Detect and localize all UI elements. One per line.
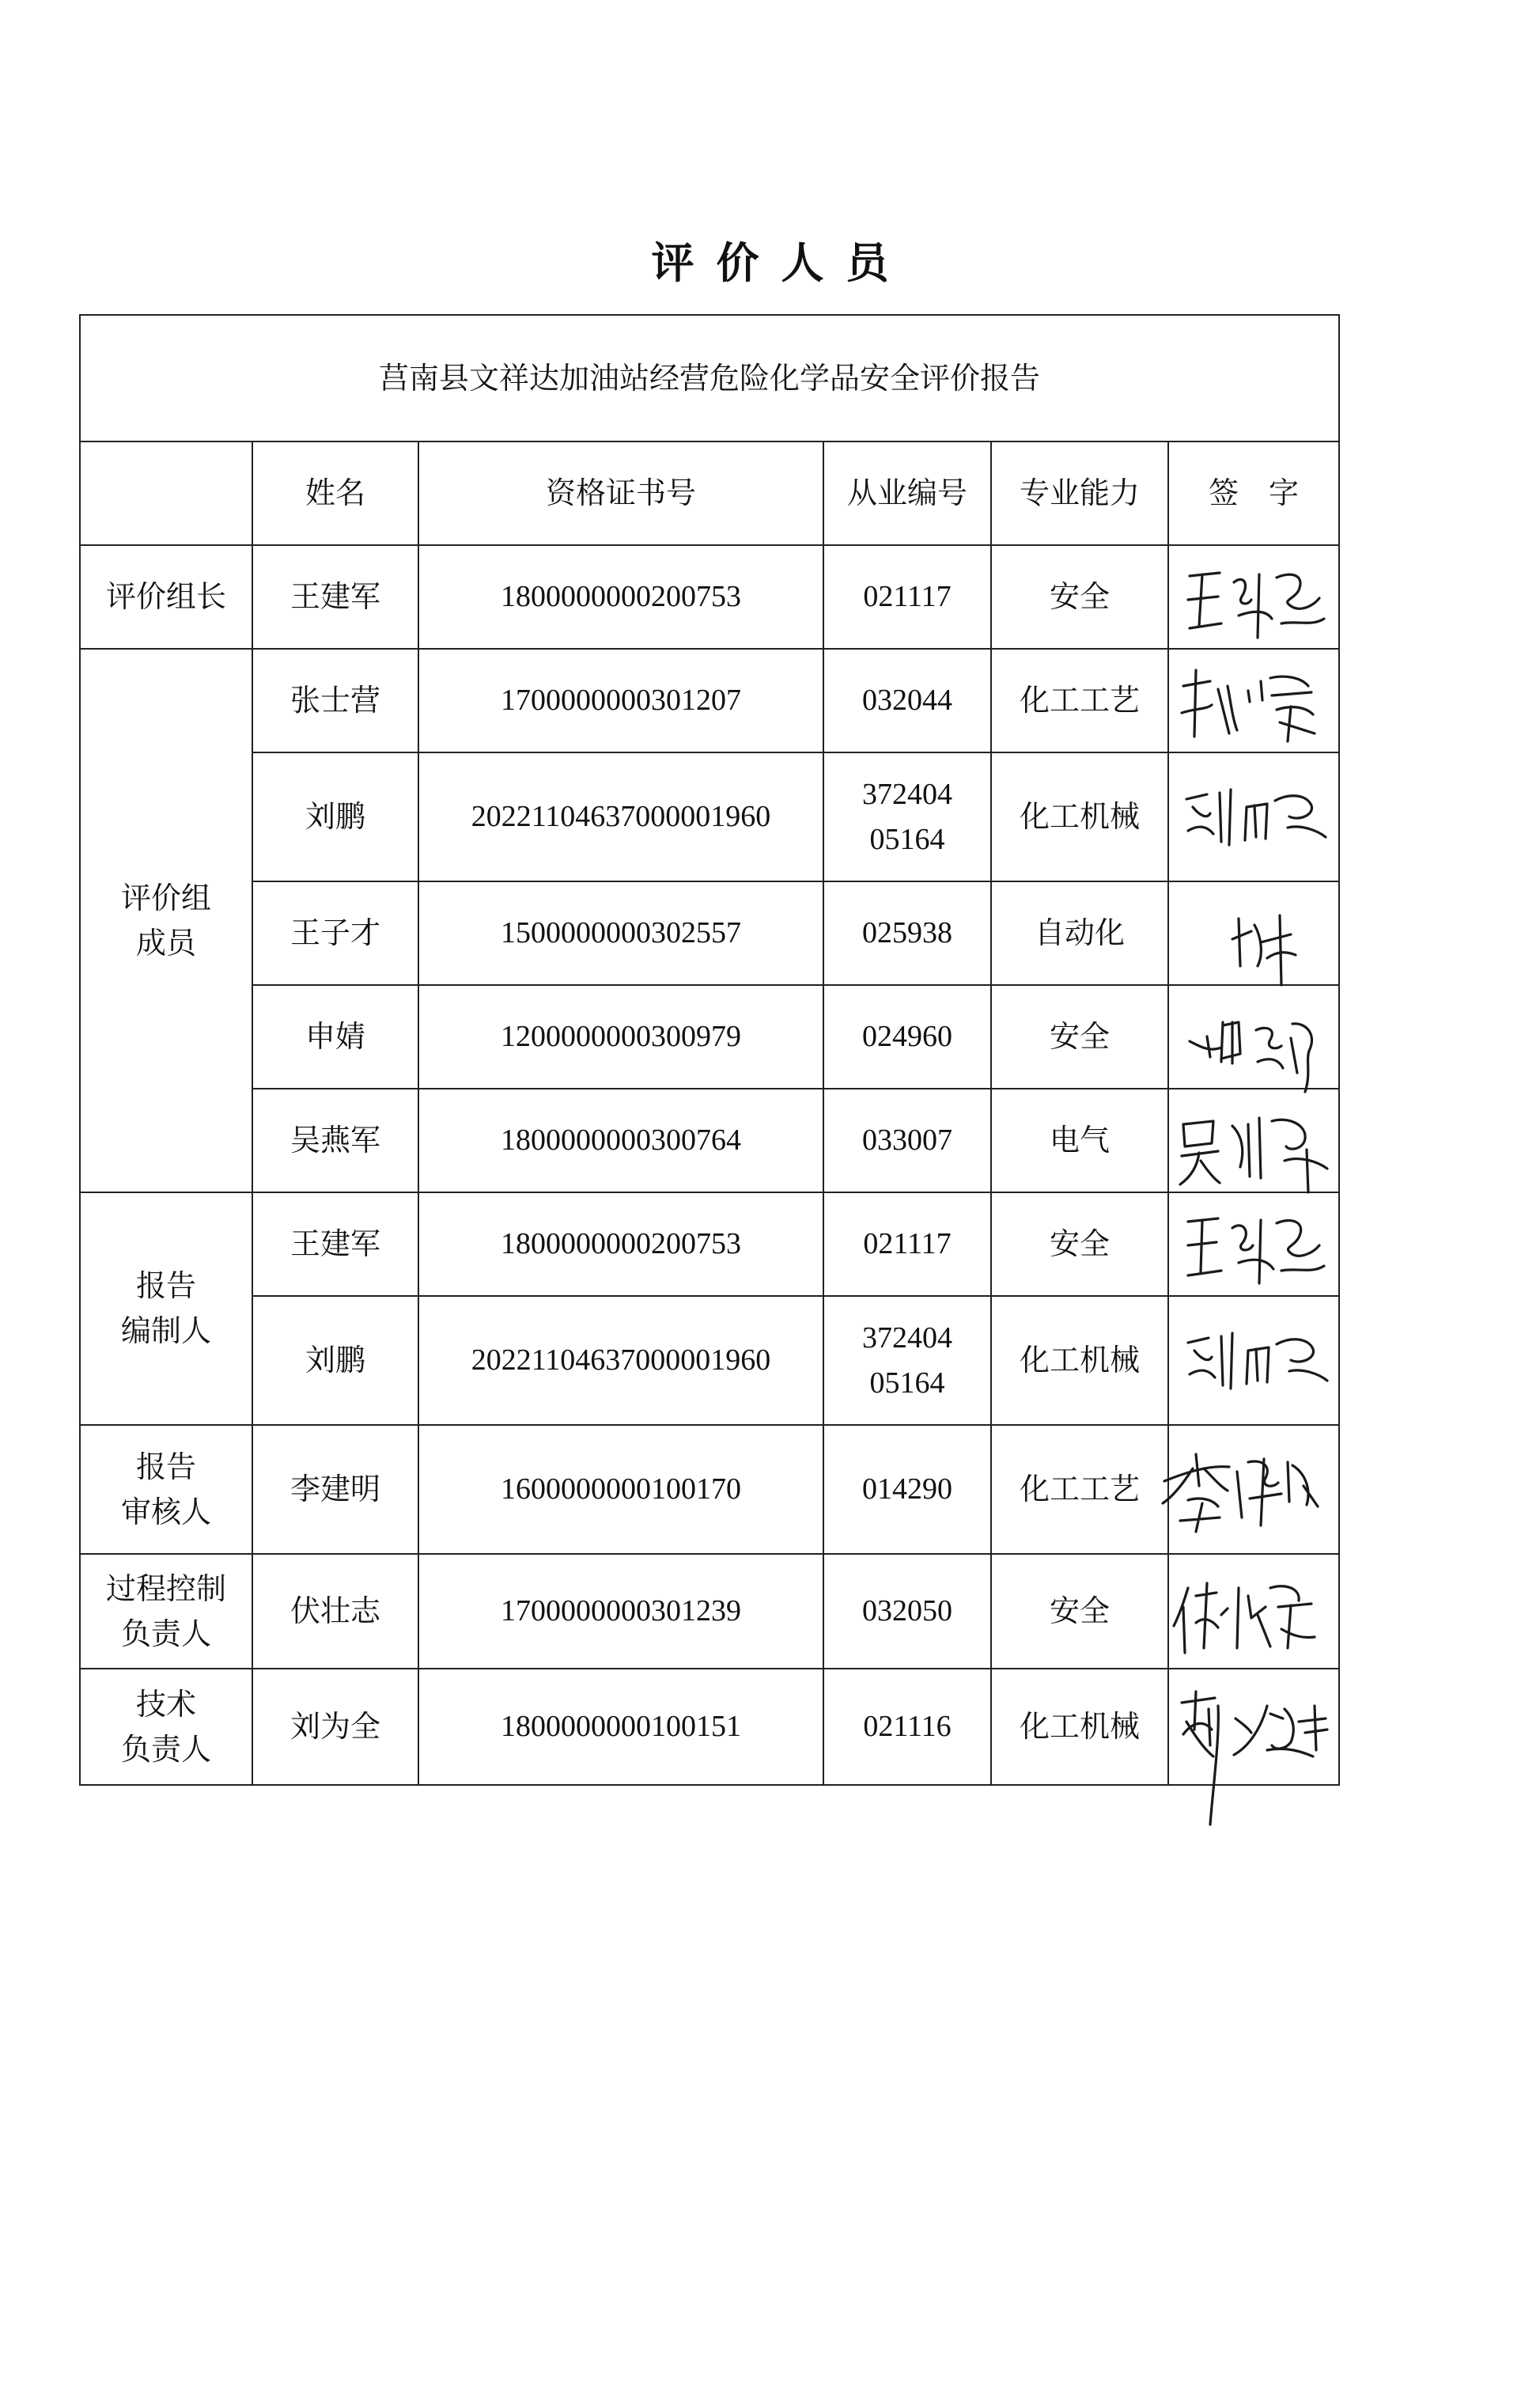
cell-practice: 032050 bbox=[823, 1554, 991, 1669]
role-compiler-line1: 报告 bbox=[135, 1268, 196, 1303]
cell-cert: 1700000000301207 bbox=[418, 649, 823, 752]
table-row bbox=[80, 1425, 1339, 1554]
handwritten-signature-icon bbox=[1172, 758, 1338, 869]
cell-practice-line1: 372404 bbox=[862, 777, 952, 811]
role-members-line1: 评价组 bbox=[120, 880, 211, 915]
cell-specialty: 自动化 bbox=[991, 881, 1168, 985]
page-title-char: 员 bbox=[846, 237, 889, 288]
signature-cell bbox=[1168, 1296, 1339, 1425]
page-title-char: 人 bbox=[781, 237, 824, 288]
cell-practice bbox=[823, 752, 991, 881]
cell-name: 吴燕军 bbox=[252, 1089, 418, 1192]
cell-specialty: 安全 bbox=[991, 1554, 1168, 1669]
cell-name: 伏壮志 bbox=[252, 1554, 418, 1669]
role-leader: 评价组长 bbox=[80, 545, 252, 649]
cell-specialty: 化工机械 bbox=[991, 1669, 1168, 1785]
cell-practice-line2: 05164 bbox=[869, 822, 945, 856]
cell-specialty: 化工机械 bbox=[991, 1296, 1168, 1425]
cell-practice: 021116 bbox=[823, 1669, 991, 1785]
cell-cert: 20221104637000001960 bbox=[418, 752, 823, 881]
header-practice-no: 从业编号 bbox=[823, 441, 991, 545]
cell-practice: 014290 bbox=[823, 1425, 991, 1554]
cell-practice: 021117 bbox=[823, 1192, 991, 1296]
cell-cert: 20221104637000001960 bbox=[418, 1296, 823, 1425]
handwritten-signature-icon bbox=[1172, 887, 1338, 990]
role-process-line1: 过程控制 bbox=[105, 1571, 226, 1606]
page-title-char: 价 bbox=[716, 237, 759, 288]
cell-cert: 1800000000200753 bbox=[418, 1192, 823, 1296]
cell-name: 申婧 bbox=[252, 985, 418, 1089]
cell-cert: 1800000000100151 bbox=[418, 1669, 823, 1785]
header-name: 姓名 bbox=[252, 441, 418, 545]
table-row bbox=[80, 1554, 1339, 1669]
cell-cert: 1700000000301239 bbox=[418, 1554, 823, 1669]
cell-practice: 032044 bbox=[823, 649, 991, 752]
header-specialty: 专业能力 bbox=[991, 441, 1168, 545]
cell-practice-line2: 05164 bbox=[869, 1366, 945, 1400]
cell-practice: 024960 bbox=[823, 985, 991, 1089]
role-reviewer-line2: 审核人 bbox=[120, 1494, 211, 1529]
cell-practice: 021117 bbox=[823, 545, 991, 649]
evaluators-table bbox=[79, 314, 1340, 1786]
cell-name: 刘鹏 bbox=[252, 752, 418, 881]
table-row bbox=[80, 545, 1339, 649]
page-title-char: 评 bbox=[651, 237, 694, 288]
handwritten-signature-icon bbox=[1172, 1430, 1338, 1541]
cell-specialty: 电气 bbox=[991, 1089, 1168, 1192]
page-title bbox=[0, 229, 1540, 290]
header-role bbox=[80, 441, 252, 545]
cell-name: 王建军 bbox=[252, 545, 418, 649]
signature-cell bbox=[1168, 545, 1339, 649]
cell-name: 李建明 bbox=[252, 1425, 418, 1554]
cell-cert: 1500000000302557 bbox=[418, 881, 823, 985]
signature-cell bbox=[1168, 649, 1339, 752]
role-technical bbox=[80, 1669, 252, 1785]
cell-name: 刘为全 bbox=[252, 1669, 418, 1785]
cell-specialty: 安全 bbox=[991, 1192, 1168, 1296]
cell-specialty: 安全 bbox=[991, 985, 1168, 1089]
table-row bbox=[80, 1296, 1339, 1425]
table-row bbox=[80, 1192, 1339, 1296]
cell-name: 王子才 bbox=[252, 881, 418, 985]
cell-specialty: 化工工艺 bbox=[991, 649, 1168, 752]
cell-specialty: 安全 bbox=[991, 545, 1168, 649]
role-reviewer-line1: 报告 bbox=[135, 1449, 196, 1484]
role-members-line2: 成员 bbox=[135, 925, 196, 961]
role-reviewer bbox=[80, 1425, 252, 1554]
header-cert-no: 资格证书号 bbox=[418, 441, 823, 545]
handwritten-signature-icon bbox=[1172, 551, 1338, 646]
cell-cert: 1200000000300979 bbox=[418, 985, 823, 1089]
table-row bbox=[80, 985, 1339, 1089]
handwritten-signature-icon bbox=[1172, 1674, 1346, 1832]
handwritten-signature-icon bbox=[1172, 991, 1338, 1101]
cell-practice bbox=[823, 1296, 991, 1425]
cell-practice-line1: 372404 bbox=[862, 1321, 952, 1355]
signature-cell bbox=[1168, 752, 1339, 881]
cell-cert: 1800000000200753 bbox=[418, 545, 823, 649]
table-row bbox=[80, 752, 1339, 881]
cell-cert: 1600000000100170 bbox=[418, 1425, 823, 1554]
cell-name: 刘鹏 bbox=[252, 1296, 418, 1425]
signature-cell bbox=[1168, 1554, 1339, 1669]
signature-cell bbox=[1168, 985, 1339, 1089]
signature-cell bbox=[1168, 1669, 1339, 1785]
cell-name: 王建军 bbox=[252, 1192, 418, 1296]
role-compiler-line2: 编制人 bbox=[120, 1313, 211, 1348]
header-signature: 签 字 bbox=[1168, 441, 1339, 545]
handwritten-signature-icon bbox=[1172, 1559, 1338, 1662]
signature-cell bbox=[1168, 1089, 1339, 1192]
signature-cell bbox=[1168, 1192, 1339, 1296]
handwritten-signature-icon bbox=[1172, 1302, 1338, 1412]
report-title: 莒南县文祥达加油站经营危险化学品安全评价报告 bbox=[80, 315, 1339, 441]
cell-specialty: 化工工艺 bbox=[991, 1425, 1168, 1554]
cell-name: 张士营 bbox=[252, 649, 418, 752]
cell-specialty: 化工机械 bbox=[991, 752, 1168, 881]
handwritten-signature-icon bbox=[1172, 1198, 1338, 1293]
role-tech-line2: 负责人 bbox=[120, 1731, 211, 1767]
signature-cell bbox=[1168, 1425, 1339, 1554]
signature-cell bbox=[1168, 881, 1339, 985]
role-compiler bbox=[80, 1192, 252, 1425]
table-row bbox=[80, 649, 1339, 752]
handwritten-signature-icon bbox=[1172, 1094, 1338, 1197]
role-members bbox=[80, 649, 252, 1192]
role-process-line2: 负责人 bbox=[120, 1616, 211, 1651]
role-process-control bbox=[80, 1554, 252, 1669]
handwritten-signature-icon bbox=[1172, 654, 1338, 749]
table-row bbox=[80, 1089, 1339, 1192]
role-tech-line1: 技术 bbox=[135, 1686, 196, 1722]
cell-practice: 025938 bbox=[823, 881, 991, 985]
cell-practice: 033007 bbox=[823, 1089, 991, 1192]
table-row bbox=[80, 881, 1339, 985]
table-row bbox=[80, 1669, 1339, 1785]
table-header-row bbox=[80, 441, 1339, 545]
cell-cert: 1800000000300764 bbox=[418, 1089, 823, 1192]
